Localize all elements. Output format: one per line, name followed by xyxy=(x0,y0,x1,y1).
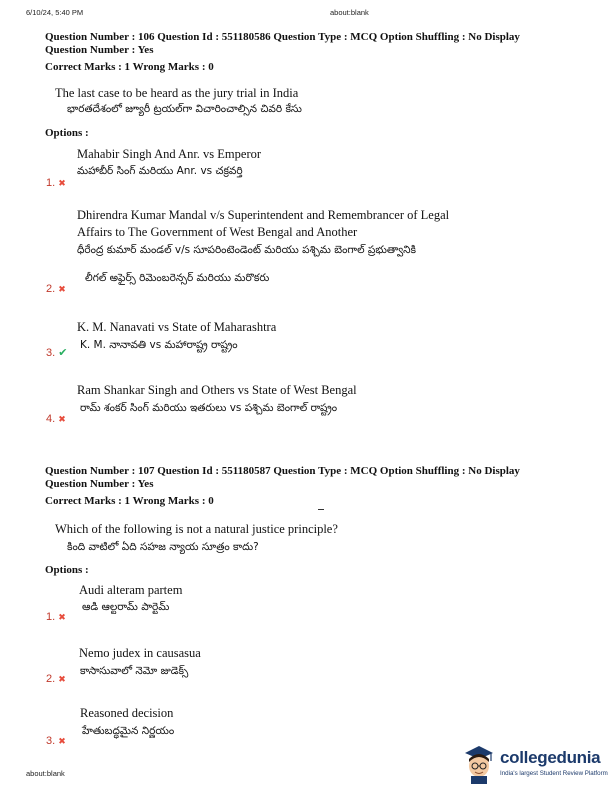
question-text-en: The last case to be heard as the jury trial in India xyxy=(55,86,299,100)
print-datetime: 6/10/24, 5:40 PM xyxy=(26,8,84,17)
option-text-en: Ram Shankar Singh and Others vs State of West Bengal xyxy=(77,383,357,397)
question-meta xyxy=(45,465,585,491)
question-meta xyxy=(45,31,585,57)
logo-tagline: India's largest Student Review Platform xyxy=(500,770,608,777)
option-number-label: 2. xyxy=(46,673,56,685)
wrong-icon: ✖ xyxy=(58,674,66,684)
question-text-te: భారతదేశంలో జ్యూరీ ట్రయల్‌గా విచారించాల్సిన చివరి కేసు xyxy=(67,103,302,115)
option-text-te: కాసాసువాలో నెమో జుడెక్స్ xyxy=(80,665,189,677)
student-mascot-icon xyxy=(462,744,496,784)
option-text-en xyxy=(77,207,517,241)
question-meta-line2: Question Number : Yes xyxy=(45,478,154,490)
option-number-label: 1. xyxy=(46,611,56,623)
option-number-label: 1. xyxy=(46,177,56,189)
question-meta-line2: Question Number : Yes xyxy=(45,44,154,56)
question-marks: Correct Marks : 1 Wrong Marks : 0 xyxy=(45,495,214,507)
option-number xyxy=(46,735,66,747)
wrong-icon: ✖ xyxy=(58,284,66,294)
option-number-label: 3. xyxy=(46,735,56,747)
check-icon: ✔ xyxy=(58,347,68,359)
option-text-te: హేతుబద్ధమైన నిర్ణయం xyxy=(82,725,175,737)
option-text-te: లీగల్ అఫైర్స్ రిమెంబరెన్సర్ మరియు మరొకరు xyxy=(85,272,270,284)
option-number-label: 2. xyxy=(46,283,56,295)
collegedunia-logo xyxy=(462,742,610,788)
option-number xyxy=(46,283,66,295)
option-text-te: K. M. నానావతి vs మహారాష్ట్ర రాష్ట్రం xyxy=(80,339,238,351)
wrong-icon: ✖ xyxy=(58,414,66,424)
option-text-en-line: Dhirendra Kumar Mandal v/s Superintendent and Remembrancer of Legal xyxy=(77,208,450,222)
option-text-te: ఆడి ఆల్టరామ్ పార్టెమ్ xyxy=(82,601,170,613)
options-label: Options : xyxy=(45,127,89,139)
option-text-en: Mahabir Singh And Anr. vs Emperor xyxy=(77,147,262,161)
option-number-label: 4. xyxy=(46,413,56,425)
option-text-en: K. M. Nanavati vs State of Maharashtra xyxy=(77,320,277,334)
stray-dash xyxy=(318,509,324,510)
option-text-en: Audi alteram partem xyxy=(79,583,183,597)
option-text-te: రామ్ శంకర్ సింగ్ మరియు ఇతరులు vs పశ్చిమ బెంగాల్ రాష్ట్రం xyxy=(80,402,338,414)
option-number xyxy=(46,413,66,425)
wrong-icon: ✖ xyxy=(58,178,66,188)
print-url: about:blank xyxy=(330,8,369,17)
options-label: Options : xyxy=(45,564,89,576)
question-text-en: Which of the following is not a natural justice principle? xyxy=(55,522,338,536)
option-number xyxy=(46,346,67,359)
option-text-en: Nemo judex in causasua xyxy=(79,646,201,660)
option-number-label: 3. xyxy=(46,347,56,359)
footer-url: about:blank xyxy=(26,769,65,778)
option-number xyxy=(46,177,66,189)
wrong-icon: ✖ xyxy=(58,612,66,622)
question-meta-line1: Question Number : 106 Question Id : 551180586 Question Type : MCQ Option Shuffling : No Display xyxy=(45,31,520,43)
option-text-en-line: Affairs to The Government of West Bengal and Another xyxy=(77,225,358,239)
option-text-te: ధీరేంద్ర కుమార్ మండల్ v/s సూపరింటెండెంట్ మరియు పశ్చిమ బెంగాల్ ప్రభుత్వానికి xyxy=(77,244,416,256)
question-marks: Correct Marks : 1 Wrong Marks : 0 xyxy=(45,61,214,73)
option-text-te: మహాబీర్ సింగ్ మరియు Anr. vs చక్రవర్తి xyxy=(77,165,243,177)
option-text-en: Reasoned decision xyxy=(80,706,174,720)
option-number xyxy=(46,673,66,685)
wrong-icon: ✖ xyxy=(58,736,66,746)
question-meta-line1: Question Number : 107 Question Id : 551180587 Question Type : MCQ Option Shuffling : No Display xyxy=(45,465,520,477)
logo-wordmark: collegedunia xyxy=(500,748,601,767)
option-number xyxy=(46,611,66,623)
question-text-te: కింది వాటిలో ఏది సహజ న్యాయ సూత్రం కాదు? xyxy=(67,541,259,553)
